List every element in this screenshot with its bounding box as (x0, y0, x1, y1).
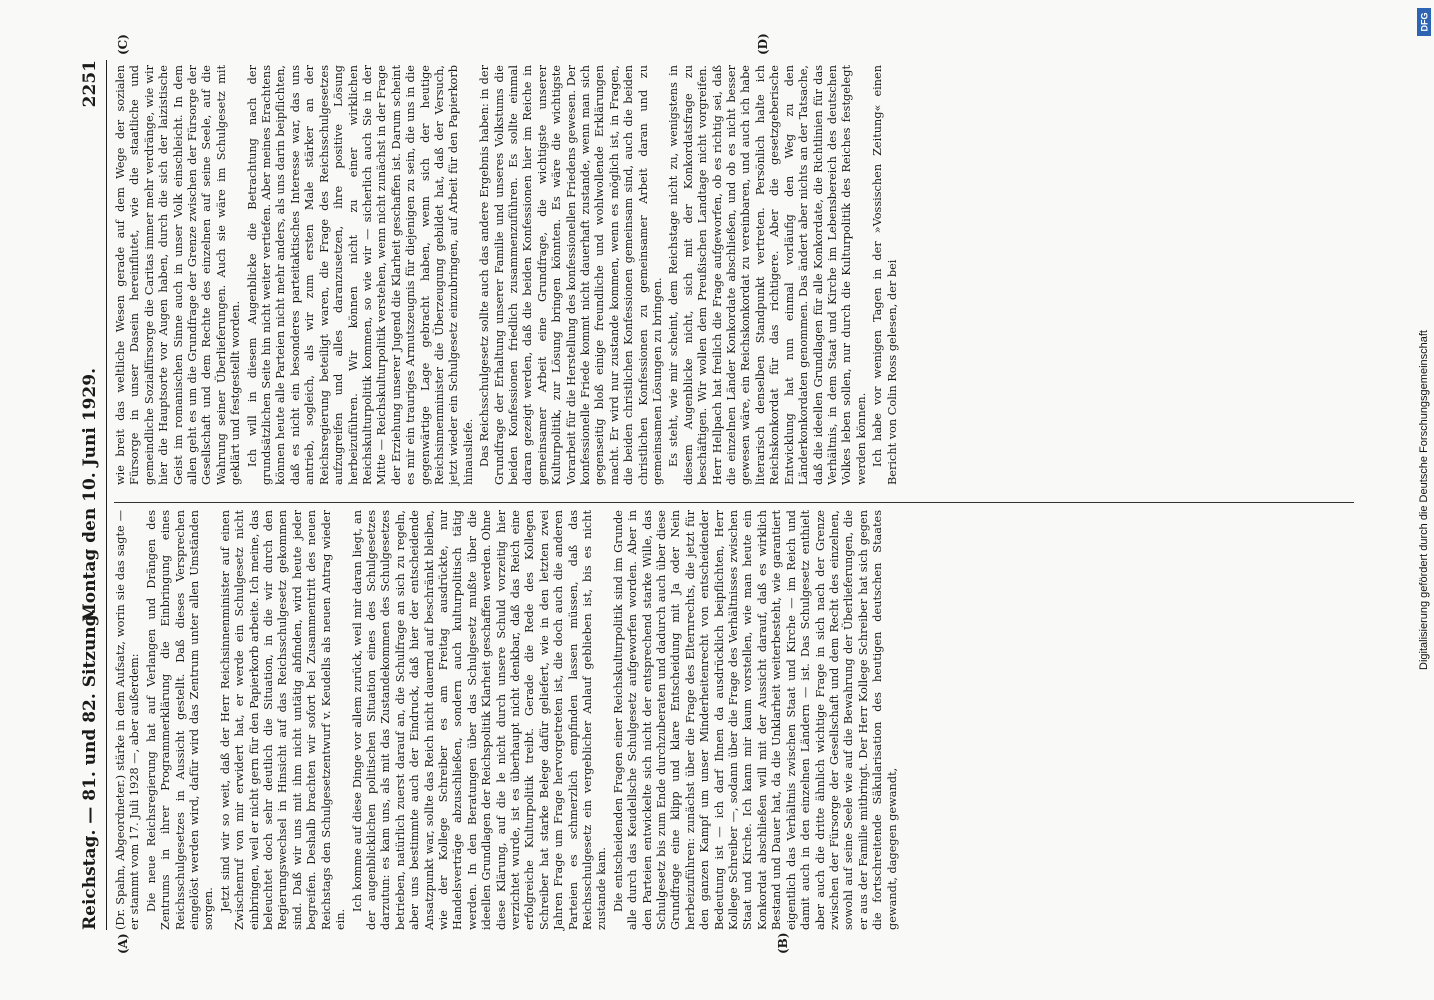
page-header (76, 60, 107, 930)
margin-marker-d: (D) (756, 33, 770, 55)
rotated-page-content (56, 0, 1376, 1000)
paragraph: Das Reichsschulgesetz sollte auch das andere Ergebnis haben: in der Grundfrage der Erhaltung unserer Familie und unseres Volkstums die beiden Konfessionen friedlich zusammenzuführen. Es sollte einmal daran gezeigt werden, daß die beiden Konfessionen hier im Reiche in gemeinsamer Arbeit eine Grundfrage, die wichtigste unserer Kulturpolitik, zur Lösung bringen könnten. Es wäre die wichtigste Vorarbeit für die Herstellung des konfessionellen Friedens gewesen. Der konfessionelle Friede kommt nicht dauerhaft zustande, wenn man sich gegenseitig bloß einige freundliche und wohlwollende Erklärungen macht. Er wird nur zustande kommen, wenn es möglich ist, in Fragen, die beiden christlichen Konfessionen gemeinsam sind, auch die beiden christlichen Konfessionen zu gemeinsamer Arbeit daran und zu gemeinsamen Lösungen zu bringen. (478, 65, 665, 485)
dfg-logo (1417, 8, 1431, 36)
paragraph: Ich komme auf diese Dinge vor allem zurück, weil mir daran liegt, an der augenblicklichen politischen Situation eines des Schulgesetzes darzutun: es kam uns, als mit das Zustandekommen des Schulgesetzes betrieben, natürlich zuerst darauf an, die Schulfrage an sich zu regeln, aber uns bestimmte auch der Eindruck, daß hier der entscheidende Ansatzpunkt war, sollte das Reich nicht dauernd auf beschränkt bleiben, wie der Kollege Schreiber es am Freitag ausdrückte, nur Handelsverträge abzuschließen, sondern auch kulturpolitisch tätig werden. In den Beratungen über das Schulgesetz mußte über die ideellen Grundlagen der Reichspolitik Klarheit geschaffen werden. Ohne diese Klärung, auf die le nicht durch unsere Schuld vorzeitig hier verzichtet wurde, ist es überhaupt nicht denkbar, daß das Reich eine erfolgreiche Kulturpolitik treibt. Gerade die Rede des Kollegen Schreiber hat starke Belege dafür geliefert, wie in den letzten zwei Jahren Frage um Frage hervorgetreten ist, die doch auch die anderen Parteien es schmerzlich empfinden lassen müssen, daß das Reichsschulgesetz ein vergeblicher Anlauf geblieben ist, bis es nicht zustande kam. (350, 510, 609, 930)
right-text-column (114, 65, 902, 485)
margin-marker-c: (C) (116, 34, 130, 55)
paragraph: Die entscheidenden Fragen einer Reichskulturpolitik sind im Grunde alle durch das Keudellsche Schulgesetz aufgeworfen worden. Aber in den Parteien entwickelte sich nicht der entsprechend starke Wille, das Schulgesetz bis zum Ende durchzuberaten und dadurch auch über diese Grundfrage eine klipp und klare Entscheidung mit Ja oder Nein herbeizuführen: zunächst über die Frage des Elternrechts, die jetzt für den ganzen Kampf um unser Minderheitenrecht von entscheidender Bedeutung ist — ich darf Ihnen da ausdrücklich beipflichten, Herr Kollege Schreiber —, sodann über die Frage des Verhältnisses zwischen Staat und Kirche. Ich kann mir kaum vorstellen, wie man heute ein Konkordat abschließen will mit der Aussicht darauf, daß es wirklich Bestand und Dauer hat, da die Unklarheit weiterbesteht, wie garantiert eigentlich das Verhältnis zwischen Staat und Kirche — im Reich und damit auch in den einzelnen Ländern — ist. Das Schulgesetz enthielt aber auch die dritte ähnlich wichtige Frage in sich nach der Grenze zwischen der Fürsorge der Gesellschaft und dem Recht des einzelnen, sowohl auf seine Seele wie auf die Bewahrung der Überlieferungen, die er aus der Familie mitbringt. Der Herr Kollege Schreiber hat sich gegen die fortschreitende Säkularisation des heutigen deutschen Staates gewandt, dagegen gewandt, (611, 510, 899, 930)
paragraph: Es steht, wie mir scheint, dem Reichstage nicht zu, wenigstens in diesem Augenblicke nicht, sich mit der Konkordatsfrage zu beschäftigen. Wir wollen dem Preußischen Landtage nicht vorgreifen. Herr Hellpach hat freilich die Frage aufgeworfen, ob es richtig sei, daß die einzelnen Länder Konkordate abschließen, und ob es nicht besser gewesen wäre, ein Reichskonkordat zu vereinbaren, und auch ich habe literarisch denselben Standpunkt vertreten. Persönlich halte ich Reichskonkordat für das richtigere. Aber die gesetzgeberische Entwicklung hat nun einmal vorläufig den Weg zu den Länderkonkordaten genommen. Das ändert aber nichts an der Tatsache, daß die ideellen Grundlagen für alle Konkordate, die Richtlinien für das Verhältnis, in dem Staat und Kirche im Lebensbereich des deutschen Volkes leben sollen, nur durch die Kulturpolitik des Reiches festgelegt werden können. (667, 65, 868, 485)
paragraph: (Dr. Spahn, Abgeordneter.) stärke in dem Aufsatz, worin sie das sagte — er stammt vom 17. Juli 1928 —, aber außerdem: (114, 510, 142, 930)
margin-marker-a: (A) (116, 933, 130, 954)
header-page-number: 2251 (80, 60, 100, 108)
digitization-credit: Digitalisierung gefördert durch die Deutsche Forschungsgemeinschaft (1418, 330, 1430, 670)
paragraph: Ich habe vor wenigen Tagen in der »Vossischen Zeitung« einen Bericht von Colin Ross gelesen, der bei (871, 65, 899, 485)
header-date: Montag den 10. Juni 1929. (80, 367, 100, 623)
header-session-title: Reichstag. — 81. und 82. Sitzung. (80, 608, 100, 930)
left-text-column (114, 510, 902, 930)
margin-marker-b: (B) (776, 932, 790, 954)
column-divider (114, 502, 1354, 503)
paragraph: Die neue Reichsregierung hat auf Verlangen und Drängen des Zentrums in ihrer Programmerklärung die Einbringung eines Reichsschulgesetzes in Aussicht gestellt. Daß dieses Versprechen eingelöst werden wird, dafür wird das Zentrum unter allen Umständen sorgen. (144, 510, 216, 930)
paragraph: wie breit das weltliche Wesen gerade auf dem Wege der sozialen Fürsorge in unser Dasein hereinflutet, wie die staatliche und gemeindliche Sozialfürsorge die Caritas immer mehr verdränge, wie wir hier die Hauptsorte vor Augen haben, durch die sich der laizistische Geist im romanischen Sinne auch in unser Volk einschleicht. In dem allen geht es um die Grundfrage der Grenze zwischen der Fürsorge der Gesellschaft und dem Rechte des einzelnen auf seine Seele, auf die Wahrung seiner Überlieferungen. Auch sie wäre im Schulgesetz mit geklärt und festgestellt worden. (114, 65, 243, 485)
dfg-logo-text: DFG (1419, 12, 1429, 32)
paragraph: Jetzt sind wir so weit, daß der Herr Reichsinnenminister auf einen Zwischenruf von mir erwidert hat, er werde ein Schulgesetz nicht einbringen, weil er nicht gern für den Papierkorb arbeite. Ich meine, das beleuchtet doch sehr deutlich die Situation, in die wir durch den Regierungswechsel in Hinsicht auf das Reichsschulgesetz gekommen sind. Daß wir uns mit ihm nicht untätig abfinden, wird heute jeder begreifen. Deshalb brachten wir sofort bei Zusammentritt des neuen Reichstags den Schulgesetzentwurf v. Keudells als neuen Antrag wieder ein. (218, 510, 348, 930)
paragraph: Ich will in diesem Augenblicke die Betrachtung nach der grundsätzlichen Seite hin nicht weiter vertiefen. Aber meines Erachtens können heute alle Parteien nicht mehr anders, als uns darin beipflichten, daß es nicht ein besonderes parteitaktisches Interesse war, das uns antrieb, sogleich, als wir zum ersten Male stärker an der Reichsregierung beteiligt waren, die Frage des Reichsschulgesetzes aufzugreifen und alles daranzusetzen, ihre positive Lösung herbeizuführen. Wir können nicht zu einer wirklichen Reichskulturpolitik kommen, so wie wir — sicherlich auch Sie in der Mitte — Reichskulturpolitik verstehen, wenn nicht zunächst in der Frage der Erziehung unserer Jugend die Klarheit geschaffen ist. Darum scheint es mir ein trauriges Armutszeugnis für diejenigen zu sein, die uns in die gegenwärtige Lage gebracht haben, wenn sich der heutige Reichsinnenminister die Überzeugung gebildet hat, daß der Versuch, jetzt wieder ein Schulgesetz einzubringen, auf Arbeit für den Papierkorb hinausliefe. (245, 65, 475, 485)
